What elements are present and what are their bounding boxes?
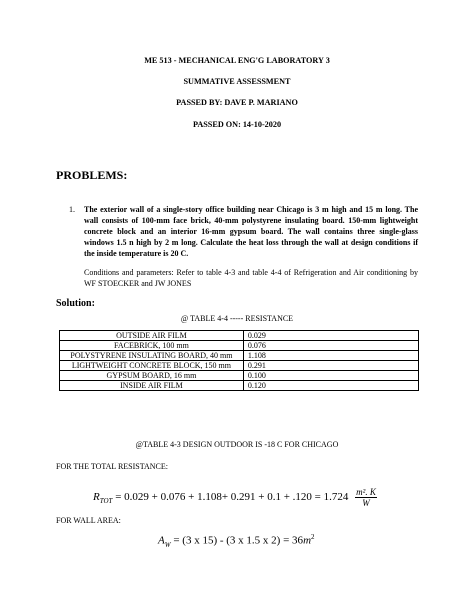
total-resistance-equation <box>93 487 377 508</box>
resistance-unit <box>355 487 377 508</box>
r-subscript: TOT <box>99 497 113 506</box>
r-expression: = 0.029 + 0.076 + 1.108+ 0.291 + 0.1 + .120 = 1.724 <box>112 491 352 504</box>
resistance-material: GYPSUM BOARD, 16 mm <box>60 371 244 381</box>
assessment-title: SUMMATIVE ASSESSMENT <box>183 77 291 86</box>
resistance-table-title: @ TABLE 4-4 ----- RESISTANCE <box>180 314 294 323</box>
resistance-material: POLYSTYRENE INSULATING BOARD, 40 mm <box>60 351 244 361</box>
passed-by: PASSED BY: DAVE P. MARIANO <box>176 98 298 107</box>
resistance-material: FACEBRICK, 100 mm <box>60 341 244 351</box>
resistance-table <box>59 330 419 391</box>
total-resistance-label: FOR THE TOTAL RESISTANCE: <box>56 462 168 471</box>
wall-area-equation <box>158 533 315 549</box>
passed-on: PASSED ON: 14-10-2020 <box>192 120 282 129</box>
resistance-row <box>60 351 419 361</box>
resistance-value: 0.029 <box>243 331 418 341</box>
resistance-row <box>60 361 419 371</box>
resistance-value: 0.120 <box>243 381 418 391</box>
resistance-value: 1.108 <box>243 351 418 361</box>
r-symbol: R <box>93 491 100 504</box>
resistance-row <box>60 371 419 381</box>
a-symbol: A <box>158 534 165 547</box>
area-unit-exponent: 2 <box>311 533 315 541</box>
solution-heading: Solution: <box>56 298 95 309</box>
design-outdoor-note: @TABLE 4-3 DESIGN OUTDOOR IS -18 C FOR CHICAGO <box>135 440 339 449</box>
resistance-row <box>60 331 419 341</box>
resistance-value: 0.100 <box>243 371 418 381</box>
problem-number: 1. <box>69 205 75 214</box>
resistance-row <box>60 381 419 391</box>
course-title: ME 513 - MECHANICAL ENG'G LABORATORY 3 <box>144 56 330 65</box>
problems-heading: PROBLEMS: <box>56 168 128 182</box>
problem-text: The exterior wall of a single-story office building near Chicago is 3 m high and 15 m long. The wall consists of 100-mm face brick, 40-mm polystyrene insulating board. 150-mm lightweight concrete block and an interior 16-mm gypsum board. The wall contains three single-glass windows 1.5 n high by 2 m long. Calculate the heat loss through the wall at design conditions if the inside temperature is 20 C. <box>84 205 418 259</box>
resistance-material: LIGHTWEIGHT CONCRETE BLOCK, 150 mm <box>60 361 244 371</box>
wall-area-label: FOR WALL AREA: <box>56 516 121 525</box>
resistance-unit-denominator: W <box>362 498 370 508</box>
resistance-value: 0.076 <box>243 341 418 351</box>
a-subscript: W <box>164 540 171 549</box>
resistance-material: INSIDE AIR FILM <box>60 381 244 391</box>
resistance-unit-numerator: m². K <box>356 487 376 497</box>
resistance-row <box>60 341 419 351</box>
area-unit: m <box>303 534 312 547</box>
resistance-material: OUTSIDE AIR FILM <box>60 331 244 341</box>
a-expression: = (3 x 15) - (3 x 1.5 x 2) = 36 <box>170 534 304 547</box>
resistance-value: 0.291 <box>243 361 418 371</box>
problem-conditions: Conditions and parameters: Refer to table 4-3 and table 4-4 of Refrigeration and Air conditioning by WF STOECKER and JW JONES <box>84 268 418 289</box>
